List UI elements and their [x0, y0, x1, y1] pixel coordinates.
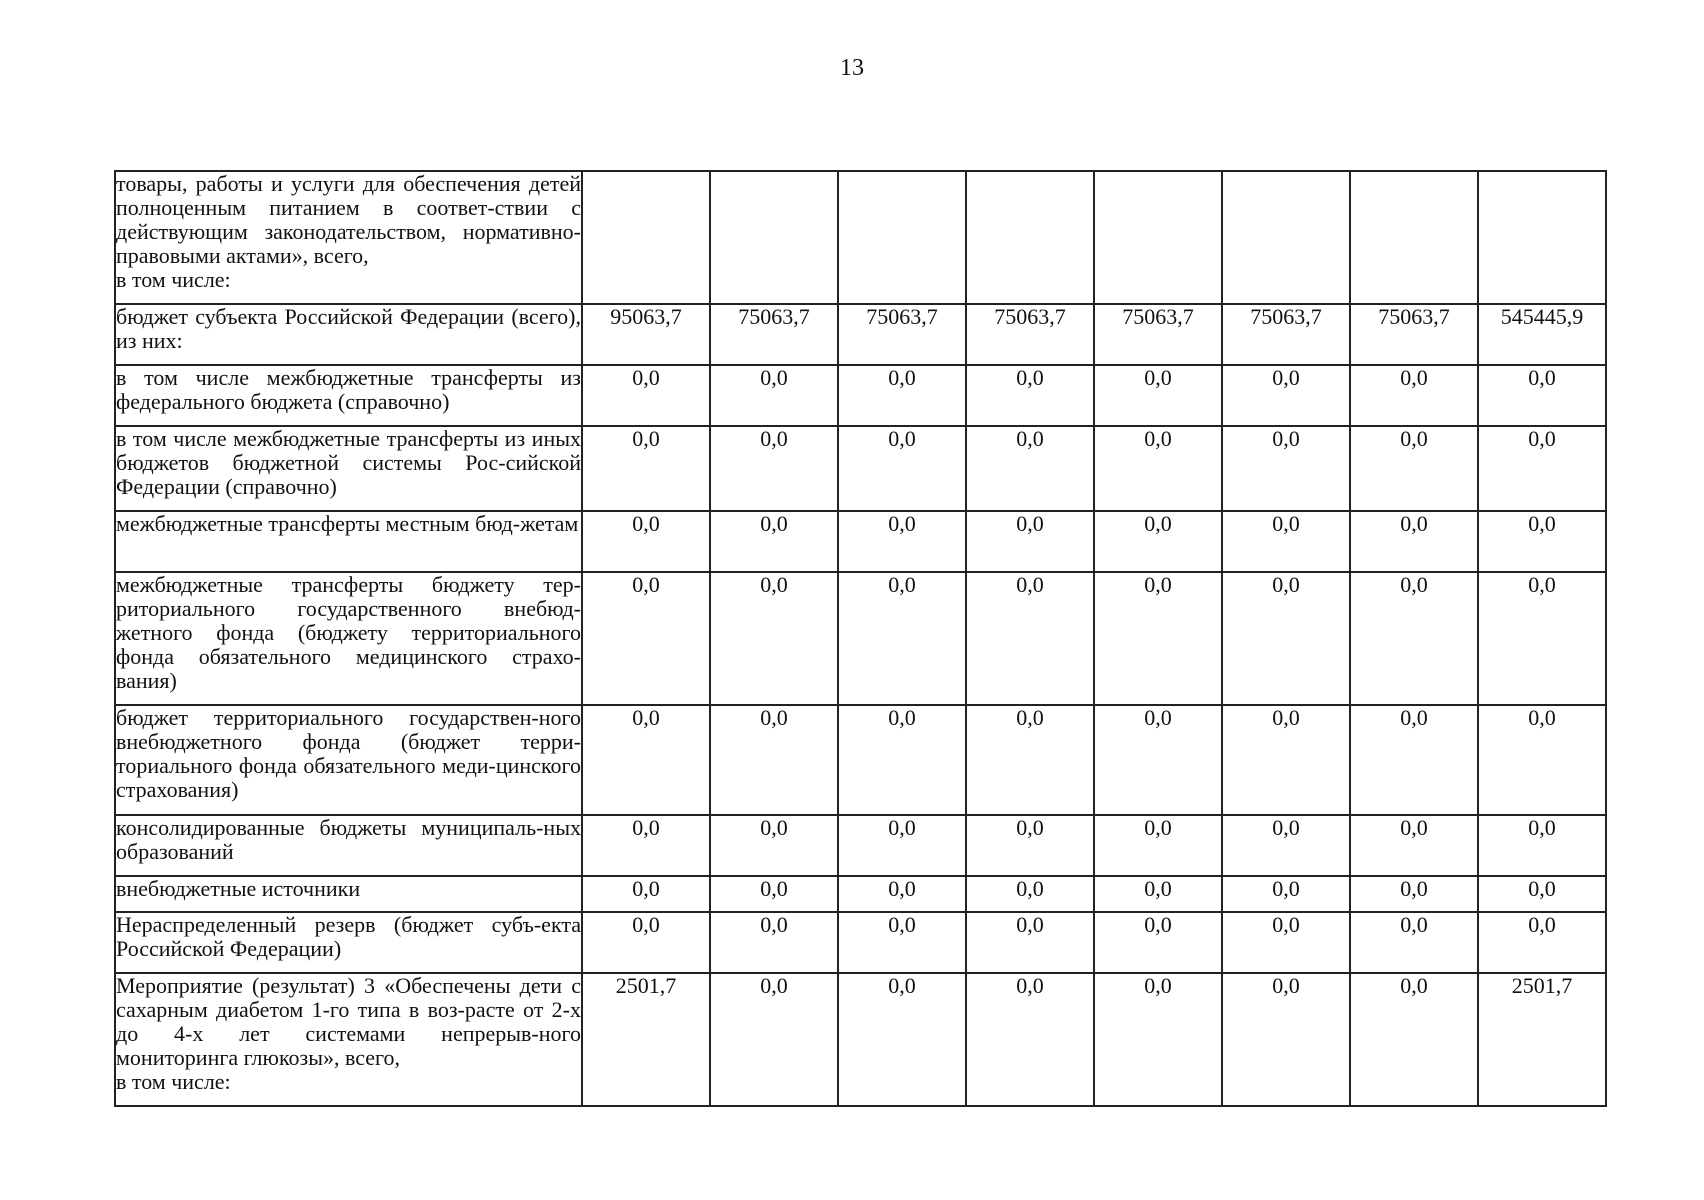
- value-cell: 0,0: [1094, 365, 1222, 426]
- table-row: [115, 815, 1606, 876]
- value-cell: 0,0: [838, 815, 966, 876]
- value-cell: 0,0: [838, 365, 966, 426]
- budget-table: [114, 170, 1607, 1107]
- value-cell: 0,0: [1094, 912, 1222, 973]
- row-description-line: товары, работы и услуги для обеспечения детей полноценным питанием в соответ-ствии с действующим законодательством, нормативно-правовыми актами», всего,: [116, 171, 581, 268]
- value-cell: 0,0: [966, 705, 1094, 815]
- value-cell: 0,0: [582, 511, 710, 572]
- value-cell: 0,0: [1222, 365, 1350, 426]
- value-cell: 0,0: [582, 876, 710, 912]
- value-cell: 0,0: [582, 572, 710, 705]
- value-cell: 0,0: [1478, 815, 1606, 876]
- row-description: [115, 876, 582, 912]
- page-number: 13: [840, 55, 864, 81]
- value-cell: 0,0: [1094, 511, 1222, 572]
- value-cell: 0,0: [966, 876, 1094, 912]
- value-cell: 0,0: [838, 912, 966, 973]
- row-description-line: внебюджетные источники: [116, 876, 361, 901]
- table-row: [115, 511, 1606, 572]
- row-description-line: бюджет территориального государствен-ного внебюджетного фонда (бюджет терри-ториального фонда обязательного меди-цинского страхования): [116, 705, 581, 802]
- value-cell: 0,0: [1350, 973, 1478, 1106]
- row-description: [115, 912, 582, 973]
- value-cell: [1350, 171, 1478, 304]
- value-cell: 0,0: [966, 912, 1094, 973]
- value-cell: 0,0: [966, 511, 1094, 572]
- row-description: [115, 705, 582, 815]
- value-cell: 0,0: [1350, 572, 1478, 705]
- value-cell: 0,0: [1350, 912, 1478, 973]
- value-cell: 0,0: [1478, 912, 1606, 973]
- row-description-line: Нераспределенный резерв (бюджет субъ-екта Российской Федерации): [116, 912, 581, 961]
- value-cell: 0,0: [582, 705, 710, 815]
- value-cell: 75063,7: [710, 304, 838, 365]
- row-description-line: межбюджетные трансферты бюджету тер-риториального государственного внебюд-жетного фонда (бюджету территориального фонда обязательного медицинского страхо-вания): [116, 572, 581, 693]
- row-description: [115, 973, 582, 1106]
- value-cell: 0,0: [1094, 876, 1222, 912]
- value-cell: 545445,9: [1478, 304, 1606, 365]
- value-cell: [966, 171, 1094, 304]
- table-row: [115, 572, 1606, 705]
- value-cell: 0,0: [966, 572, 1094, 705]
- value-cell: 0,0: [966, 815, 1094, 876]
- value-cell: 0,0: [1350, 705, 1478, 815]
- value-cell: 0,0: [966, 365, 1094, 426]
- table-row: [115, 973, 1606, 1106]
- table-row: [115, 365, 1606, 426]
- value-cell: [710, 171, 838, 304]
- value-cell: 0,0: [1478, 572, 1606, 705]
- value-cell: 0,0: [1222, 426, 1350, 511]
- table-row: [115, 304, 1606, 365]
- value-cell: 0,0: [1350, 876, 1478, 912]
- value-cell: 0,0: [710, 365, 838, 426]
- value-cell: 0,0: [1222, 815, 1350, 876]
- value-cell: 75063,7: [1222, 304, 1350, 365]
- value-cell: 0,0: [1350, 815, 1478, 876]
- value-cell: 0,0: [710, 912, 838, 973]
- value-cell: 0,0: [1222, 572, 1350, 705]
- value-cell: 0,0: [838, 973, 966, 1106]
- table-row: [115, 426, 1606, 511]
- table-row: [115, 705, 1606, 815]
- row-description: [115, 572, 582, 705]
- row-description-line: межбюджетные трансферты местным бюд-жетам: [116, 511, 579, 536]
- value-cell: [1222, 171, 1350, 304]
- row-description: [115, 815, 582, 876]
- value-cell: 0,0: [838, 426, 966, 511]
- value-cell: 0,0: [1222, 973, 1350, 1106]
- table-row: [115, 912, 1606, 973]
- value-cell: 0,0: [1478, 426, 1606, 511]
- value-cell: 0,0: [582, 365, 710, 426]
- value-cell: 0,0: [838, 876, 966, 912]
- value-cell: [582, 171, 710, 304]
- value-cell: 0,0: [710, 572, 838, 705]
- value-cell: 0,0: [710, 876, 838, 912]
- value-cell: 0,0: [966, 973, 1094, 1106]
- table-row: [115, 171, 1606, 304]
- row-description: [115, 171, 582, 304]
- value-cell: 0,0: [1094, 572, 1222, 705]
- row-description-line: в том числе межбюджетные трансферты из иных бюджетов бюджетной системы Рос-сийской Федерации (справочно): [116, 426, 581, 499]
- value-cell: 0,0: [1222, 705, 1350, 815]
- row-description-line: консолидированные бюджеты муниципаль-ных образований: [116, 815, 581, 864]
- row-description-line: в том числе:: [116, 1069, 231, 1094]
- row-description-line: в том числе:: [116, 267, 231, 292]
- value-cell: 2501,7: [582, 973, 710, 1106]
- row-description: [115, 511, 582, 572]
- value-cell: 0,0: [1350, 426, 1478, 511]
- value-cell: 0,0: [710, 973, 838, 1106]
- value-cell: 2501,7: [1478, 973, 1606, 1106]
- value-cell: [1094, 171, 1222, 304]
- value-cell: 0,0: [1478, 511, 1606, 572]
- value-cell: 0,0: [1478, 365, 1606, 426]
- row-description: [115, 426, 582, 511]
- row-description-line: Мероприятие (результат) 3 «Обеспечены дети с сахарным диабетом 1-го типа в воз-расте от 2-х до 4-х лет системами непрерыв-ного мониторинга глюкозы», всего,: [116, 973, 581, 1070]
- value-cell: 0,0: [582, 426, 710, 511]
- value-cell: 0,0: [1094, 973, 1222, 1106]
- value-cell: 75063,7: [966, 304, 1094, 365]
- value-cell: 0,0: [1350, 511, 1478, 572]
- value-cell: 0,0: [1222, 511, 1350, 572]
- value-cell: 0,0: [1222, 876, 1350, 912]
- value-cell: 0,0: [966, 426, 1094, 511]
- value-cell: 0,0: [710, 511, 838, 572]
- value-cell: 0,0: [710, 705, 838, 815]
- value-cell: 0,0: [838, 511, 966, 572]
- row-description-line: бюджет субъекта Российской Федерации (всего), из них:: [116, 304, 581, 353]
- value-cell: 0,0: [838, 705, 966, 815]
- value-cell: 0,0: [582, 912, 710, 973]
- value-cell: 0,0: [710, 815, 838, 876]
- value-cell: 75063,7: [838, 304, 966, 365]
- value-cell: 75063,7: [1094, 304, 1222, 365]
- table-row: [115, 876, 1606, 912]
- value-cell: 75063,7: [1350, 304, 1478, 365]
- value-cell: 0,0: [1222, 912, 1350, 973]
- row-description: [115, 365, 582, 426]
- row-description-line: в том числе межбюджетные трансферты из федерального бюджета (справочно): [116, 365, 581, 414]
- value-cell: [838, 171, 966, 304]
- value-cell: 0,0: [1094, 705, 1222, 815]
- value-cell: [1478, 171, 1606, 304]
- value-cell: 0,0: [1478, 705, 1606, 815]
- value-cell: 0,0: [1478, 876, 1606, 912]
- value-cell: 0,0: [1094, 815, 1222, 876]
- value-cell: 0,0: [582, 815, 710, 876]
- value-cell: 95063,7: [582, 304, 710, 365]
- value-cell: 0,0: [1350, 365, 1478, 426]
- value-cell: 0,0: [838, 572, 966, 705]
- value-cell: 0,0: [1094, 426, 1222, 511]
- row-description: [115, 304, 582, 365]
- value-cell: 0,0: [710, 426, 838, 511]
